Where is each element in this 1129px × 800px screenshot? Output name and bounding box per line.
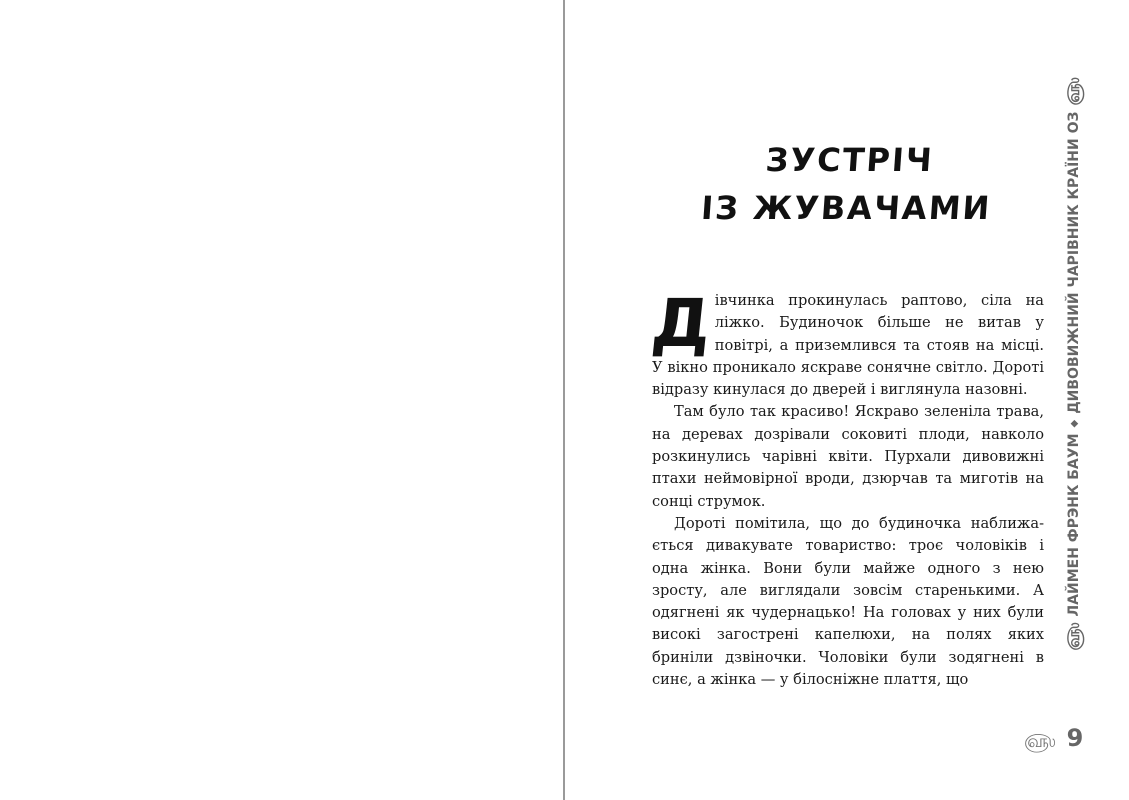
chapter-title-line-1: ЗУСТРІЧ xyxy=(764,141,935,179)
book-gutter xyxy=(563,0,565,800)
chapter-title-line-2: ІЗ ЖУВАЧАМИ xyxy=(699,189,993,227)
running-header xyxy=(1062,77,1086,651)
page-number: 9 xyxy=(1066,724,1084,752)
drop-cap: Д xyxy=(648,285,715,362)
left-page-blank xyxy=(0,0,564,800)
chapter-body xyxy=(648,285,1044,691)
paragraph-3: Дороті помітила, що до будиночка наближається дивакувате товариство: троє чоловіків і одна жінка. Вони були майже одного з нею зросту, але виглядали зовсім старенькими. А одягнені як чудернацько! На головах у них були високі загострені капелюхи, на полях яких бриніли дзвіночки. Чоловіки були зодягнені в синє, а жінка — у білосніжне плаття, що xyxy=(652,514,1044,689)
running-header-author: ЛАЙМЕН ФРЭНК БАУМ xyxy=(1066,433,1082,617)
paragraph-1-text: івчинка прокинулась раптово, сіла на ліжко. Будиночок більше не витав у повітрі, а приземлився та стояв на місці. У вікно проникало яскраве сонячне світло. Дороті відразу кинулася до дверей і виглянула назовні. xyxy=(652,292,1044,399)
diamond-separator-icon: ◆ xyxy=(1068,419,1080,428)
paragraph-1 xyxy=(648,285,1044,401)
chapter-title xyxy=(645,136,1052,232)
running-header-book-title: ДИВОВИЖНИЙ ЧАРІВНИК КРАЇНИ ОЗ xyxy=(1066,111,1082,414)
swirl-ornament-icon: ௵ xyxy=(1063,622,1083,651)
paragraph-2: Там було так красиво! Яскраво зеленіла трава, на деревах дозрівали соковиті плоди, навколо розкинулись чарівні квіти. Пурхали дивовижні птахи неймовірної вроди, дзюрчав та миготів на сонці струмок. xyxy=(652,403,1044,510)
swirl-ornament-icon: ௵ xyxy=(1024,731,1056,752)
swirl-ornament-icon: ௵ xyxy=(1063,77,1083,106)
